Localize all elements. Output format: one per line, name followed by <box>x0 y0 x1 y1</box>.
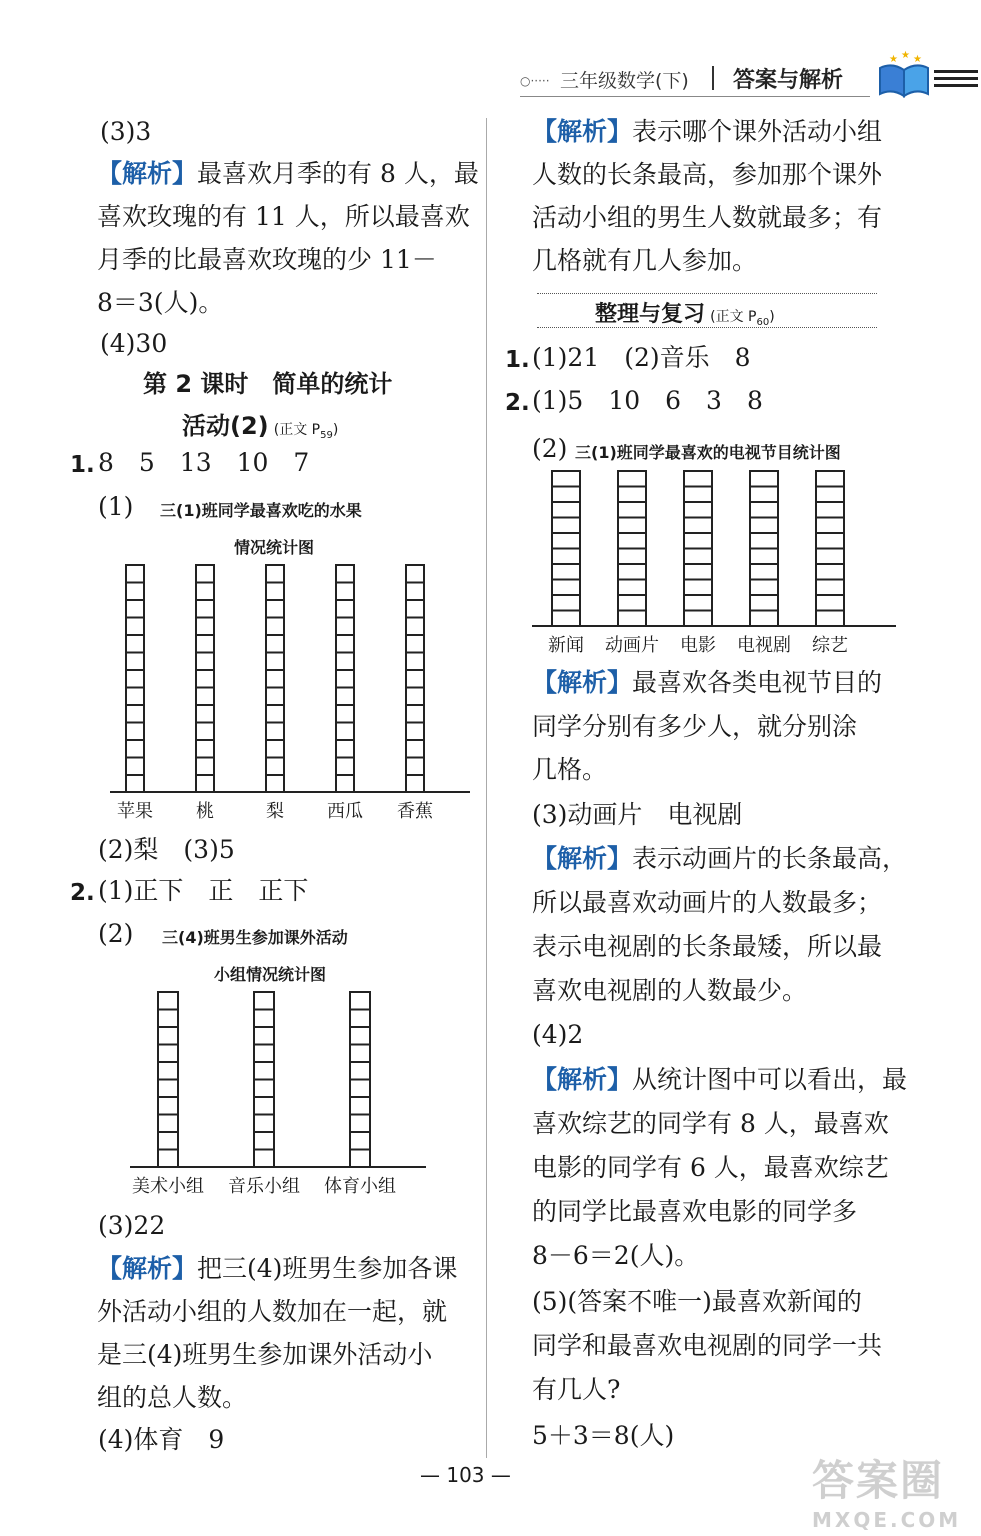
svg-text:★: ★ <box>913 54 922 65</box>
header-subject: 三年级数学(下) <box>560 70 689 92</box>
chart2-title: 三(4)班男生参加课外活动 <box>162 928 348 947</box>
chart-category-label: 桃 <box>196 801 214 822</box>
chart-bar <box>683 470 713 627</box>
activity-title-row <box>182 406 338 441</box>
header-lines <box>934 70 978 87</box>
analysis-b3-line: 电影的同学有 6 人，最喜欢综艺 <box>532 1153 889 1182</box>
activity-ref-end: ) <box>332 422 339 438</box>
chart-bar <box>405 564 425 794</box>
chart-category-label: 香蕉 <box>397 801 433 822</box>
review-2-sub3: (3)动画片 电视剧 <box>532 800 743 829</box>
question-2-sub2: (2) <box>98 919 134 948</box>
activity-ref <box>273 422 339 441</box>
review-ref-end: ) <box>769 309 775 325</box>
chart-bar <box>551 470 581 627</box>
review-2-sub2: (2) <box>532 434 568 463</box>
fruit-chart <box>110 565 470 825</box>
header-title: 答案与解析 <box>733 68 844 93</box>
analysis-text: 从统计图中可以看出，最 <box>632 1065 908 1094</box>
chart-category-label: 综艺 <box>812 635 848 656</box>
analysis-tag: 【解析】 <box>97 159 198 188</box>
analysis-1-line: 8＝3(人)。 <box>97 288 224 317</box>
question-2-answer: (1)正下 正 正下 <box>98 876 309 905</box>
analysis-tag: 【解析】 <box>532 844 633 873</box>
analysis-b2-line: 表示电视剧的长条最矮，所以最 <box>532 932 883 961</box>
chart-bar <box>253 991 275 1168</box>
header-divider <box>712 66 714 90</box>
analysis-2-line: 组的总人数。 <box>97 1383 248 1412</box>
chart2-title-line2: 小组情况统计图 <box>214 965 327 984</box>
review-ref <box>710 309 775 328</box>
book-logo-icon <box>876 48 932 102</box>
analysis-tag: 【解析】 <box>532 1065 633 1094</box>
analysis-2-line: 外活动小组的人数加在一起，就 <box>97 1297 448 1326</box>
analysis-b2-line: 喜欢电视剧的人数最少。 <box>532 976 808 1005</box>
review-ref-page: 60 <box>756 316 770 328</box>
analysis-b1-line: 几格。 <box>532 755 608 784</box>
review-2-sub5: (5)(答案不唯一)最喜欢新闻的 <box>532 1287 862 1316</box>
chart-bar <box>157 991 179 1168</box>
analysis-1 <box>97 152 479 196</box>
review-2-number: 2. <box>505 390 530 416</box>
svg-text:★: ★ <box>901 50 910 61</box>
chart1-title-line2: 情况统计图 <box>234 538 315 557</box>
chart-category-label: 电影 <box>680 635 716 656</box>
analysis-tag: 【解析】 <box>532 117 633 146</box>
analysis-2 <box>97 1247 457 1291</box>
analysis-b3 <box>532 1058 907 1102</box>
review-title-row <box>595 297 775 328</box>
analysis-0-line: 人数的长条最高，参加那个课外 <box>532 160 883 189</box>
review-title: 整理与复习 <box>595 302 706 327</box>
review-2-sub4: (4)2 <box>532 1020 584 1049</box>
analysis-b2-line: 所以最喜欢动画片的人数最多； <box>532 888 883 917</box>
activity-title: 活动(2) <box>182 412 269 440</box>
analysis-b3-line: 8－6＝2(人)。 <box>532 1241 700 1270</box>
question-1-sub2: (2)梨 (3)5 <box>98 835 235 864</box>
analysis-b1-line: 同学分别有多少人，就分别涂 <box>532 712 858 741</box>
analysis-0 <box>532 110 882 154</box>
chart-bar <box>815 470 845 627</box>
chart-bar <box>617 470 647 627</box>
review-1-number: 1. <box>505 347 530 373</box>
chart-bar <box>349 991 371 1168</box>
chart-bar <box>749 470 779 627</box>
svg-text:★: ★ <box>889 54 898 65</box>
watermark-text: 答案圈 <box>812 1456 945 1505</box>
tv-program-chart <box>532 475 896 655</box>
lesson-title: 第 2 课时 简单的统计 <box>143 370 393 398</box>
analysis-1-line: 喜欢玫瑰的有 11 人，所以最喜欢 <box>97 202 470 231</box>
column-divider <box>486 118 487 1458</box>
analysis-b2 <box>532 837 907 881</box>
chart-category-label: 电视剧 <box>737 635 791 656</box>
chart-bar <box>195 564 215 794</box>
analysis-text: 最喜欢各类电视节目的 <box>632 668 883 697</box>
chart-bar <box>125 564 145 794</box>
review-rule-bottom <box>537 327 877 328</box>
analysis-b3-line: 喜欢综艺的同学有 8 人，最喜欢 <box>532 1109 889 1138</box>
chart1-title: 三(1)班同学最喜欢吃的水果 <box>160 501 362 520</box>
chart-category-label: 苹果 <box>117 801 153 822</box>
analysis-2-line: 是三(4)班男生参加课外活动小 <box>97 1340 433 1369</box>
analysis-1-line: 月季的比最喜欢玫瑰的少 11－ <box>97 245 437 274</box>
review-2-sub5-line: 有几人? <box>532 1375 621 1404</box>
analysis-text: 表示动画片的长条最高， <box>632 844 908 873</box>
answer-4: (4)30 <box>100 329 168 358</box>
activity-ref-page: 59 <box>320 429 333 441</box>
question-2-number: 2. <box>70 880 95 906</box>
analysis-0-line: 活动小组的男生人数就最多；有 <box>532 203 883 232</box>
chart-category-label: 音乐小组 <box>228 1176 300 1197</box>
chart-category-label: 美术小组 <box>132 1176 204 1197</box>
review-1-answer: (1)21 (2)音乐 8 <box>532 343 751 372</box>
chart-category-label: 新闻 <box>548 635 584 656</box>
question-1-answer: 8 5 13 10 7 <box>98 448 310 477</box>
chart-bar <box>265 564 285 794</box>
chart-category-label: 体育小组 <box>324 1176 396 1197</box>
analysis-0-line: 几格就有几人参加。 <box>532 246 758 275</box>
header-rule <box>520 96 870 97</box>
question-2-sub3: (3)22 <box>98 1211 166 1240</box>
watermark-sub: MXQE.COM <box>812 1508 962 1532</box>
review-rule-top <box>537 293 877 294</box>
analysis-text: 最喜欢月季的有 8 人，最 <box>197 159 479 188</box>
review-ref-text: (正文 P <box>710 309 757 325</box>
review-2-sub5-line: 同学和最喜欢电视剧的同学一共 <box>532 1331 883 1360</box>
review-2-sub5-line: 5＋3＝8(人) <box>532 1421 675 1450</box>
chart-category-label: 西瓜 <box>327 801 363 822</box>
analysis-b1 <box>532 661 882 705</box>
watermark <box>812 1448 961 1532</box>
analysis-b3-line: 的同学比最喜欢电影的同学多 <box>532 1197 858 1226</box>
question-1-number: 1. <box>70 452 95 478</box>
header-dots: ○‧‧‧‧‧ <box>520 74 550 88</box>
analysis-tag: 【解析】 <box>532 668 633 697</box>
question-1-sub1: (1) <box>98 492 134 521</box>
chart-category-label: 动画片 <box>605 635 659 656</box>
activity-ref-text: (正文 P <box>273 422 321 438</box>
chart-bar <box>335 564 355 794</box>
answer-3: (3)3 <box>100 117 152 146</box>
chart-category-label: 梨 <box>266 801 284 822</box>
analysis-text: 表示哪个课外活动小组 <box>632 117 883 146</box>
review-2-answer: (1)5 10 6 3 8 <box>532 386 763 415</box>
question-2-sub4: (4)体育 9 <box>98 1425 225 1454</box>
analysis-tag: 【解析】 <box>97 1254 198 1283</box>
chart3-title: 三(1)班同学最喜欢的电视节目统计图 <box>575 443 841 462</box>
activity-group-chart <box>130 995 426 1200</box>
analysis-text: 把三(4)班男生参加各课 <box>197 1254 458 1283</box>
page-number: — 103 — <box>420 1463 511 1487</box>
